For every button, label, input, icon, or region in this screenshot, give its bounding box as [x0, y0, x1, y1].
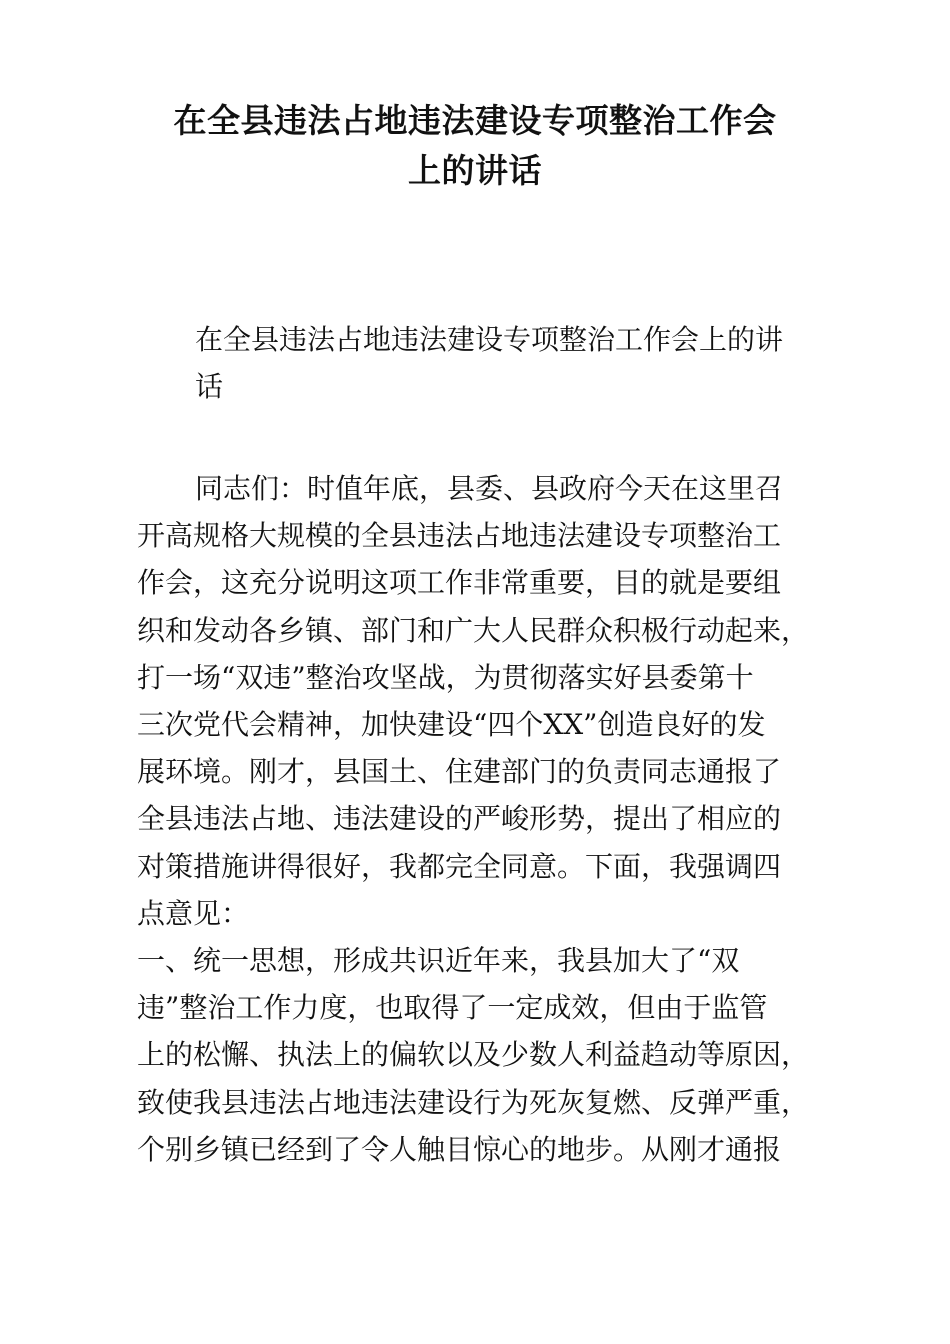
- body-line: 三次党代会精神，加快建设“四个XX”创造良好的发: [137, 708, 766, 742]
- document-title: [120, 96, 830, 196]
- subtitle-line: 在全县违法占地违法建设专项整治工作会上的讲: [195, 323, 784, 356]
- body-line: 一、统一思想，形成共识近年来，我县加大了“双: [137, 944, 740, 978]
- body-line: 开高规格大规模的全县违法占地违法建设专项整治工: [137, 519, 782, 553]
- body-line: 对策措施讲得很好，我都完全同意。下面，我强调四: [137, 849, 782, 883]
- body-line: 同志们：时值年底，县委、县政府今天在这里召: [195, 472, 784, 505]
- title-line: 上的讲话: [408, 151, 542, 190]
- document-subtitle: [195, 316, 825, 410]
- body-line: 违”整治工作力度，也取得了一定成效，但由于监管: [137, 991, 768, 1025]
- body-line: 打一场“双违”整治攻坚战，为贯彻落实好县委第十: [137, 660, 754, 694]
- body-line: 展环境。刚才，县国土、住建部门的负责同志通报了: [137, 755, 782, 789]
- body-line: 上的松懈、执法上的偏软以及少数人利益趋动等原因，: [137, 1038, 810, 1072]
- body-line: 作会，这充分说明这项工作非常重要，目的就是要组: [137, 566, 782, 600]
- subtitle-line: 话: [195, 370, 224, 403]
- document-body: [137, 465, 837, 1173]
- body-line: 个别乡镇已经到了令人触目惊心的地步。从刚才通报: [137, 1132, 782, 1166]
- body-line: 点意见：: [137, 896, 250, 930]
- body-line: 全县违法占地、违法建设的严峻形势，提出了相应的: [137, 802, 782, 836]
- body-line: 致使我县违法占地违法建设行为死灰复燃、反弹严重，: [137, 1085, 810, 1119]
- title-line: 在全县违法占地违法建设专项整治工作会: [173, 101, 777, 140]
- body-line: 织和发动各乡镇、部门和广大人民群众积极行动起来，: [137, 613, 810, 647]
